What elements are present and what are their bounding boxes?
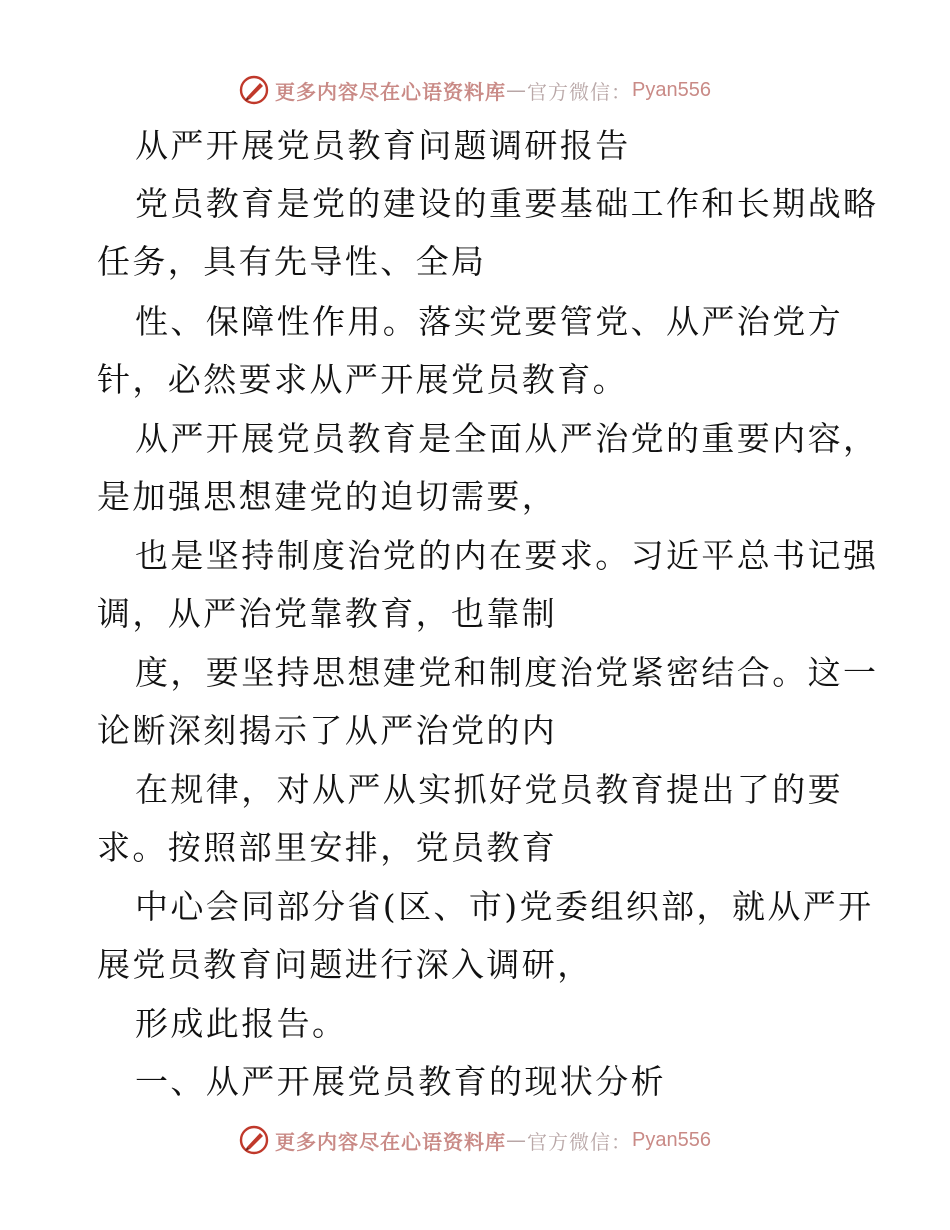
paragraph-line: 展党员教育问题进行深入调研，	[97, 945, 593, 984]
watermark-wechat-id: Pyan556	[632, 78, 711, 101]
paragraph-line: 调，从严治党靠教育，也靠制	[97, 594, 558, 633]
paragraph-line: 也是坚持制度治党的内在要求。习近平总书记强	[135, 536, 879, 575]
paragraph-line: 党员教育是党的建设的重要基础工作和长期战略	[135, 184, 879, 223]
paragraph-line: 论断深刻揭示了从严治党的内	[97, 711, 558, 750]
watermark-wechat-id: Pyan556	[632, 1128, 711, 1151]
header-watermark	[0, 70, 950, 110]
paragraph-line: 中心会同部分省(区、市)党委组织部，就从严开	[135, 887, 874, 926]
watermark-dash: —	[506, 78, 528, 102]
section-heading: 一、从严开展党员教育的现状分析	[135, 1062, 666, 1101]
paragraph-line: 在规律，对从严从实抓好党员教育提出了的要	[135, 770, 843, 809]
watermark-dash: —	[506, 1128, 528, 1152]
document-title: 从严开展党员教育问题调研报告	[135, 126, 631, 165]
watermark-official: 官方微信：	[527, 79, 633, 104]
pen-logo-icon	[239, 1125, 269, 1155]
paragraph-line: 求。按照部里安排，党员教育	[97, 828, 558, 867]
paragraph-line: 性、保障性作用。落实党要管党、从严治党方	[135, 302, 843, 341]
pen-logo-icon	[239, 75, 269, 105]
paragraph-line: 度，要坚持思想建党和制度治党紧密结合。这一	[135, 653, 879, 692]
footer-watermark	[0, 1120, 950, 1160]
paragraph-line: 形成此报告。	[135, 1004, 348, 1043]
paragraph-line: 任务，具有先导性、全局	[97, 242, 487, 281]
watermark-brand: 更多内容尽在心语资料库	[275, 79, 507, 104]
paragraph-line: 从严开展党员教育是全面从严治党的重要内容，	[135, 419, 879, 458]
paragraph-line: 针，必然要求从严开展党员教育。	[97, 360, 628, 399]
paragraph-line: 是加强思想建党的迫切需要，	[97, 477, 558, 516]
watermark-brand: 更多内容尽在心语资料库	[275, 1129, 507, 1154]
watermark-official: 官方微信：	[527, 1129, 633, 1154]
